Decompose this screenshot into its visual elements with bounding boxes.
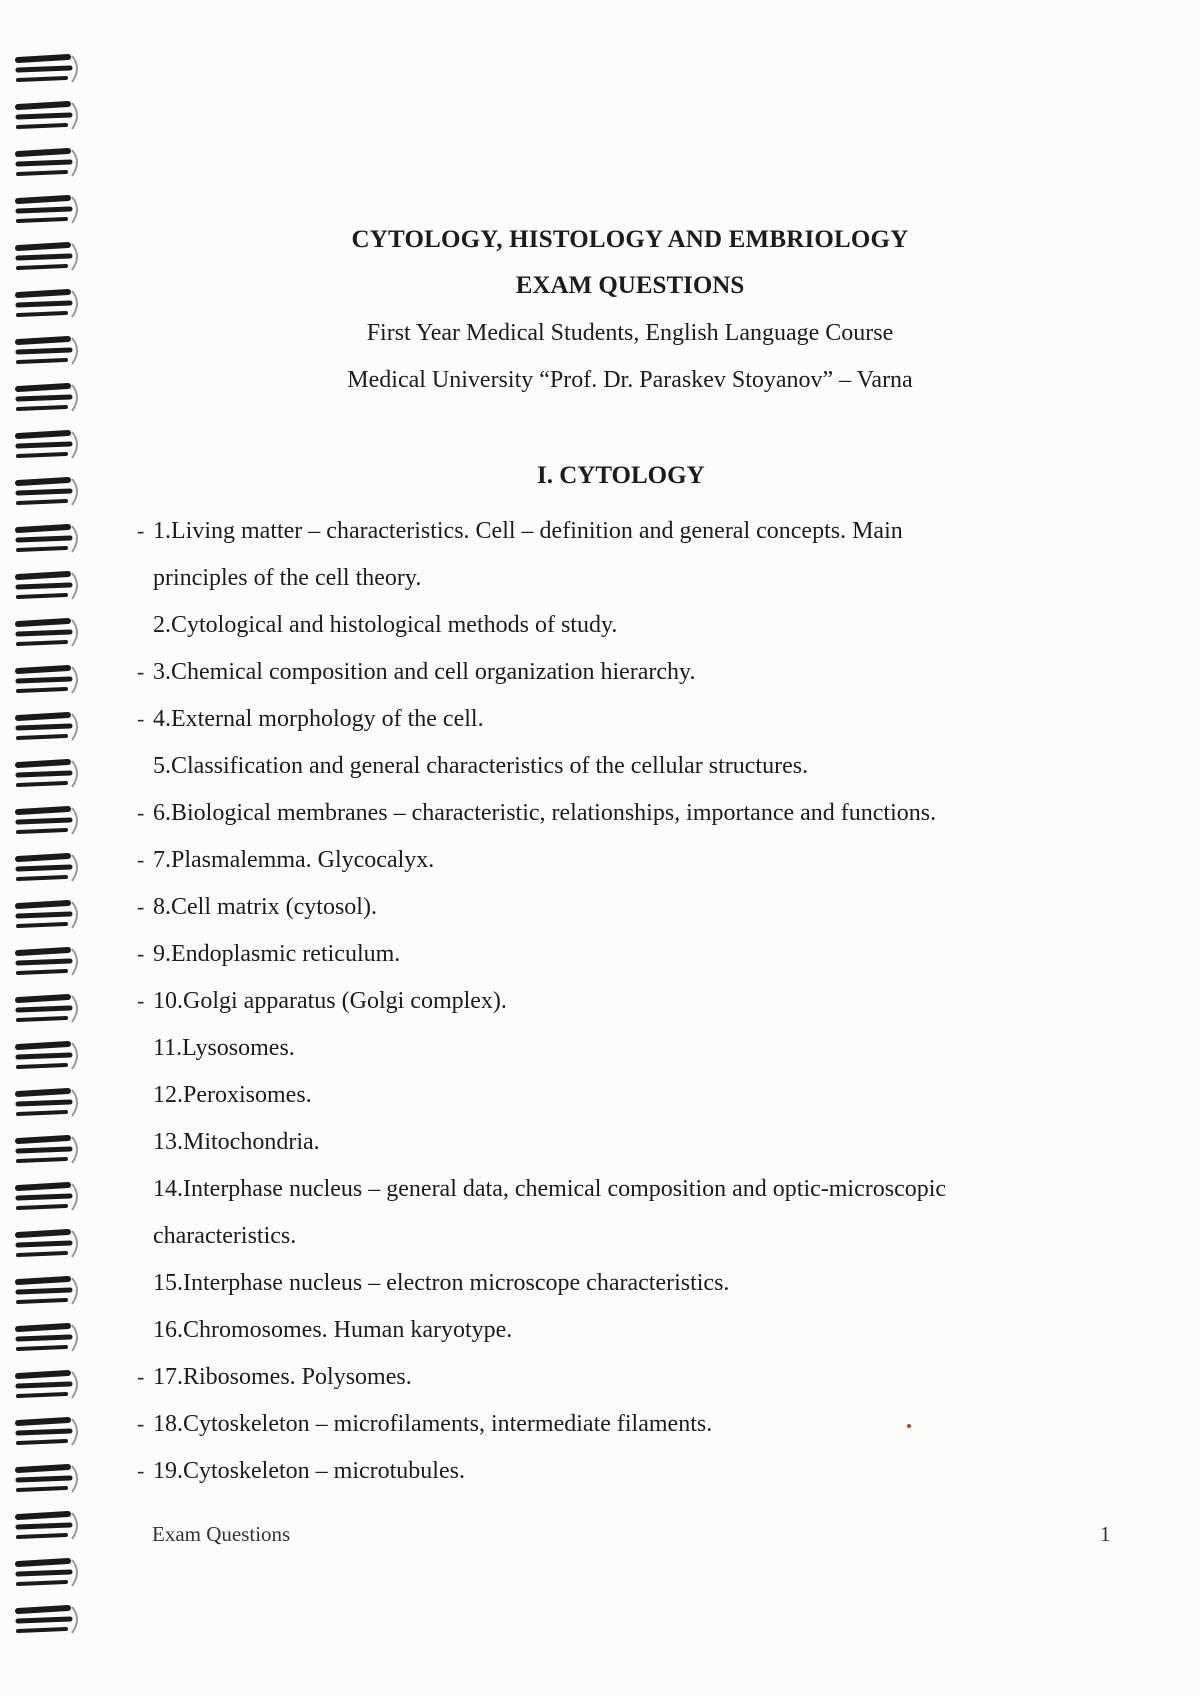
pen-mark: - bbox=[137, 1364, 145, 1389]
pen-mark: - bbox=[137, 800, 145, 825]
audience-line: First Year Medical Students, English Language Course bbox=[366, 320, 894, 346]
binding-ring bbox=[18, 338, 77, 364]
footer-label: Exam Questions bbox=[152, 1522, 291, 1546]
binding-ring bbox=[18, 432, 77, 458]
question-text-continued: characteristics. bbox=[153, 1223, 297, 1249]
question-text: 14.Interphase nucleus – general data, chemical composition and optic-microscopic bbox=[153, 1176, 947, 1202]
pen-mark: - bbox=[137, 988, 145, 1013]
question-text: 6.Biological membranes – characteristic, relationships, importance and functions. bbox=[153, 800, 937, 826]
question-text: 3.Chemical composition and cell organization hierarchy. bbox=[153, 659, 696, 685]
binding-ring bbox=[18, 1372, 77, 1398]
binding-ring bbox=[18, 291, 77, 317]
binding-ring bbox=[18, 244, 77, 270]
binding-ring bbox=[18, 197, 77, 223]
binding-ring bbox=[18, 1184, 77, 1210]
pen-mark: - bbox=[137, 847, 145, 872]
binding-ring bbox=[18, 479, 77, 505]
pen-mark: - bbox=[137, 941, 145, 966]
binding-ring bbox=[18, 1513, 77, 1539]
binding-ring bbox=[18, 714, 77, 740]
binding-ring bbox=[18, 573, 77, 599]
pen-mark: - bbox=[137, 1411, 145, 1436]
question-text: 15.Interphase nucleus – electron microscope characteristics. bbox=[153, 1270, 730, 1296]
binding-ring bbox=[18, 620, 77, 646]
binding-ring bbox=[18, 1278, 77, 1304]
binding-ring bbox=[18, 808, 77, 834]
question-text: 12.Peroxisomes. bbox=[153, 1082, 312, 1108]
question-text-continued: principles of the cell theory. bbox=[153, 565, 422, 591]
question-text: 11.Lysosomes. bbox=[153, 1035, 295, 1061]
pen-mark: - bbox=[137, 518, 145, 543]
question-text: 8.Cell matrix (cytosol). bbox=[153, 894, 377, 920]
document-title: CYTOLOGY, HISTOLOGY AND EMBRIOLOGY bbox=[351, 226, 909, 253]
binding-ring bbox=[18, 1560, 77, 1586]
binding-ring bbox=[18, 855, 77, 881]
question-text: 18.Cytoskeleton – microfilaments, intermediate filaments. bbox=[153, 1411, 713, 1437]
question-text: 2.Cytological and histological methods of study. bbox=[153, 612, 618, 638]
binding-ring bbox=[18, 902, 77, 928]
binding-ring bbox=[18, 1607, 77, 1633]
ink-speck bbox=[907, 1424, 911, 1428]
institution-line: Medical University “Prof. Dr. Paraskev Stoyanov” – Varna bbox=[347, 367, 913, 393]
binding-ring bbox=[18, 103, 77, 129]
section-heading: I. CYTOLOGY bbox=[537, 462, 705, 489]
spiral-binding bbox=[14, 40, 84, 1680]
binding-ring bbox=[18, 526, 77, 552]
binding-ring bbox=[18, 1325, 77, 1351]
binding-ring bbox=[18, 385, 77, 411]
pen-mark: - bbox=[137, 706, 145, 731]
question-text: 5.Classification and general characteristics of the cellular structures. bbox=[153, 753, 809, 779]
question-text: 19.Cytoskeleton – microtubules. bbox=[153, 1458, 465, 1484]
binding-ring bbox=[18, 1137, 77, 1163]
binding-ring bbox=[18, 56, 77, 82]
binding-ring bbox=[18, 996, 77, 1022]
question-text: 16.Chromosomes. Human karyotype. bbox=[153, 1317, 513, 1343]
binding-ring bbox=[18, 1419, 77, 1445]
binding-ring bbox=[18, 1043, 77, 1069]
binding-ring bbox=[18, 150, 77, 176]
pen-mark: - bbox=[137, 659, 145, 684]
binding-ring bbox=[18, 1090, 77, 1116]
pen-mark: - bbox=[137, 894, 145, 919]
question-text: 13.Mitochondria. bbox=[153, 1129, 320, 1155]
page-number: 1 bbox=[1100, 1522, 1111, 1546]
binding-ring bbox=[18, 667, 77, 693]
binding-ring bbox=[18, 1466, 77, 1492]
question-text: 9.Endoplasmic reticulum. bbox=[153, 941, 401, 967]
pen-mark: - bbox=[137, 1458, 145, 1483]
document-subtitle: EXAM QUESTIONS bbox=[515, 272, 745, 299]
binding-ring bbox=[18, 1231, 77, 1257]
question-text: 1.Living matter – characteristics. Cell – definition and general concepts. Main bbox=[153, 518, 903, 544]
binding-ring bbox=[18, 761, 77, 787]
binding-ring bbox=[18, 949, 77, 975]
question-text: 17.Ribosomes. Polysomes. bbox=[153, 1364, 412, 1390]
question-text: 10.Golgi apparatus (Golgi complex). bbox=[153, 988, 507, 1014]
question-text: 4.External morphology of the cell. bbox=[153, 706, 484, 732]
question-text: 7.Plasmalemma. Glycocalyx. bbox=[153, 847, 435, 873]
